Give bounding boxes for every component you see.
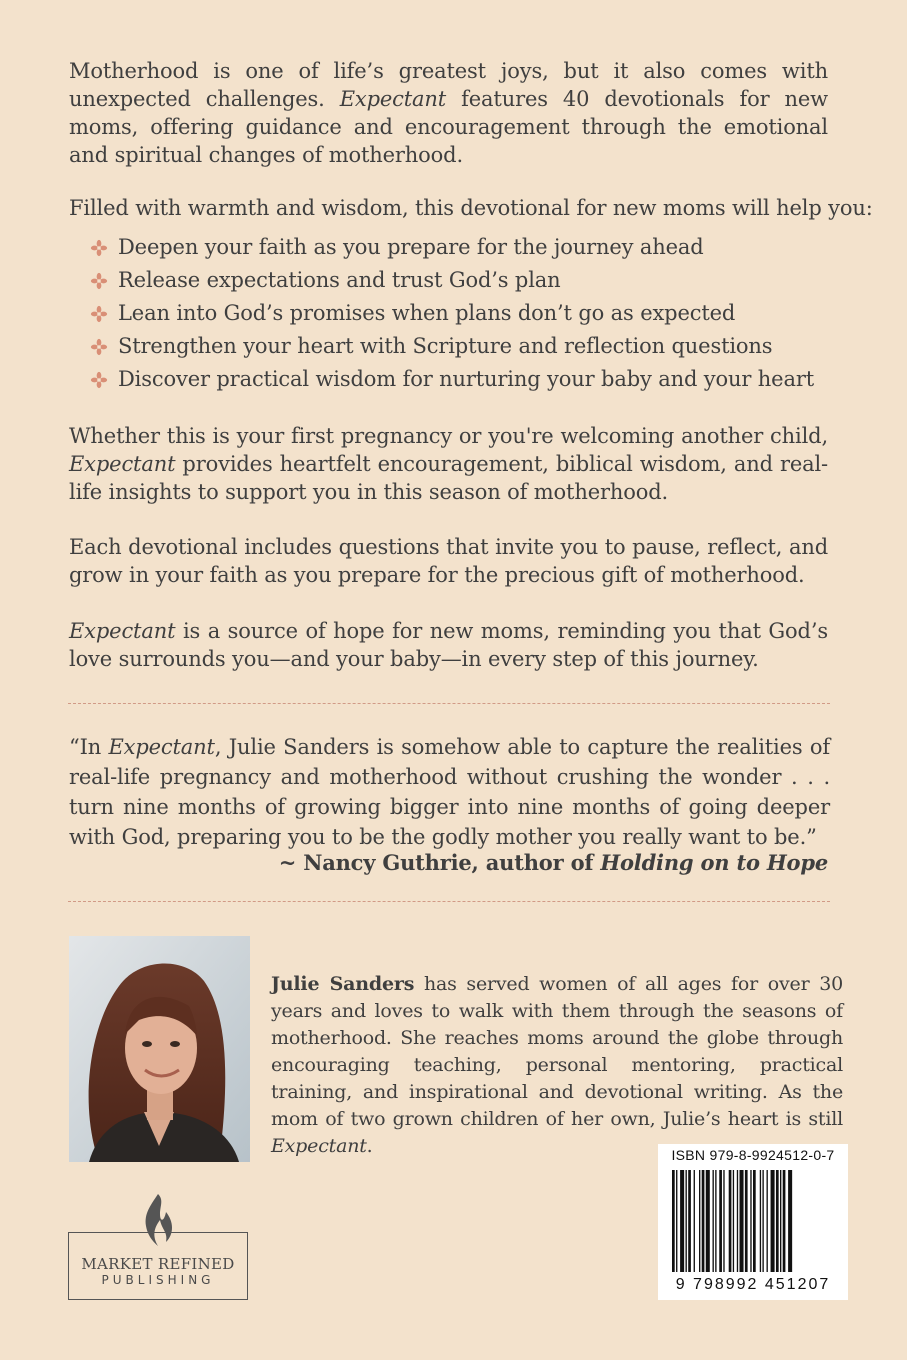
publisher-logo [68, 1192, 248, 1300]
logo-frame: MARKET REFINED PUBLISHING [68, 1232, 248, 1300]
benefit-list [90, 233, 830, 398]
barcode-bar [783, 1170, 786, 1272]
barcode-bar [788, 1170, 792, 1272]
list-item: Strengthen your heart with Scripture and reflection questions [90, 332, 830, 365]
barcode-bar [680, 1170, 684, 1272]
barcode-bar [715, 1170, 716, 1272]
barcode-bar [694, 1170, 695, 1272]
barcode-bar [740, 1170, 744, 1272]
barcode-bar [760, 1170, 761, 1272]
barcode-bar [737, 1170, 738, 1272]
barcode-bar [686, 1170, 687, 1272]
flower-bullet-icon [90, 272, 108, 290]
isbn-barcode [658, 1144, 848, 1300]
barcode-bar [706, 1170, 710, 1272]
questions-paragraph: Each devotional includes questions that invite you to pause, reflect, and grow in your faith as you prepare for the precious gift of motherhood. [69, 535, 828, 587]
list-item: Lean into God’s promises when plans don’t go as expected [90, 299, 830, 332]
endorsement-quote: “In Expectant, Julie Sanders is somehow able to capture the realities of real-life pregnancy and motherhood without crushing the wonder . . . turn nine months of growing bigger into nine months of going deeper with God, preparing you to be the godly mother you really want to be.” [69, 735, 830, 849]
barcode-bar [733, 1170, 734, 1272]
barcode-bar [780, 1170, 781, 1272]
help-lead-in: Filled with warmth and wisdom, this devotional for new moms will help you: [69, 196, 873, 220]
barcode-bar [771, 1170, 775, 1272]
barcode-bar [719, 1170, 722, 1272]
author-name: Julie Sanders [271, 973, 415, 995]
barcode-bar [753, 1170, 756, 1272]
list-item: Discover practical wisdom for nurturing your baby and your heart [90, 365, 830, 398]
barcode-bar [672, 1170, 675, 1272]
intro-paragraph: Motherhood is one of life’s greatest joys, but it also comes with unexpected challenges. Expectant features 40 devotionals for new moms, offering guidance and encouragement through the emotional and spiritual changes of motherhood. [69, 59, 828, 167]
list-item: Release expectations and trust God’s plan [90, 266, 830, 299]
barcode-bar [745, 1170, 748, 1272]
author-bio: Julie Sanders has served women of all ages for over 30 years and loves to walk with them through the seasons of motherhood. She reaches moms around the globe through encouraging teaching, personal mentoring, practical training, and inspirational and devotional writing. As the mom of two grown children of her own, Julie’s heart is still Expectant. [271, 973, 843, 1157]
barcode-bar [699, 1170, 700, 1272]
divider-top [68, 703, 830, 704]
flower-bullet-icon [90, 371, 108, 389]
barcode-bar [702, 1170, 705, 1272]
isbn-label: ISBN 979-8-9924512-0-7 [671, 1147, 835, 1163]
barcode-bar [713, 1170, 714, 1272]
endorsement-attribution: ~ Nancy Guthrie, author of Holding on to Hope [278, 850, 828, 875]
barcode-bar [762, 1170, 763, 1272]
flower-bullet-icon [90, 305, 108, 323]
barcode-bar [767, 1170, 768, 1272]
barcode-bar [729, 1170, 732, 1272]
pregnancy-paragraph: Whether this is your first pregnancy or you're welcoming another child, Expectant provides heartfelt encouragement, biblical wisdom, and real-life insights to support you in this season of motherhood. [69, 424, 828, 504]
barcode-bar [676, 1170, 677, 1272]
list-item: Deepen your faith as you prepare for the journey ahead [90, 233, 830, 266]
hope-paragraph: Expectant is a source of hope for new moms, reminding you that God’s love surrounds you—and your baby—in every step of this journey. [69, 619, 828, 671]
barcode-bar [688, 1170, 691, 1272]
barcode-bar [723, 1170, 724, 1272]
divider-bottom [68, 901, 830, 902]
flower-bullet-icon [90, 338, 108, 356]
flower-bullet-icon [90, 239, 108, 257]
author-photo [69, 936, 250, 1162]
barcode-bar [750, 1170, 751, 1272]
barcode-digits: 9 798992 451207 [675, 1276, 831, 1293]
barcode-bar [776, 1170, 779, 1272]
